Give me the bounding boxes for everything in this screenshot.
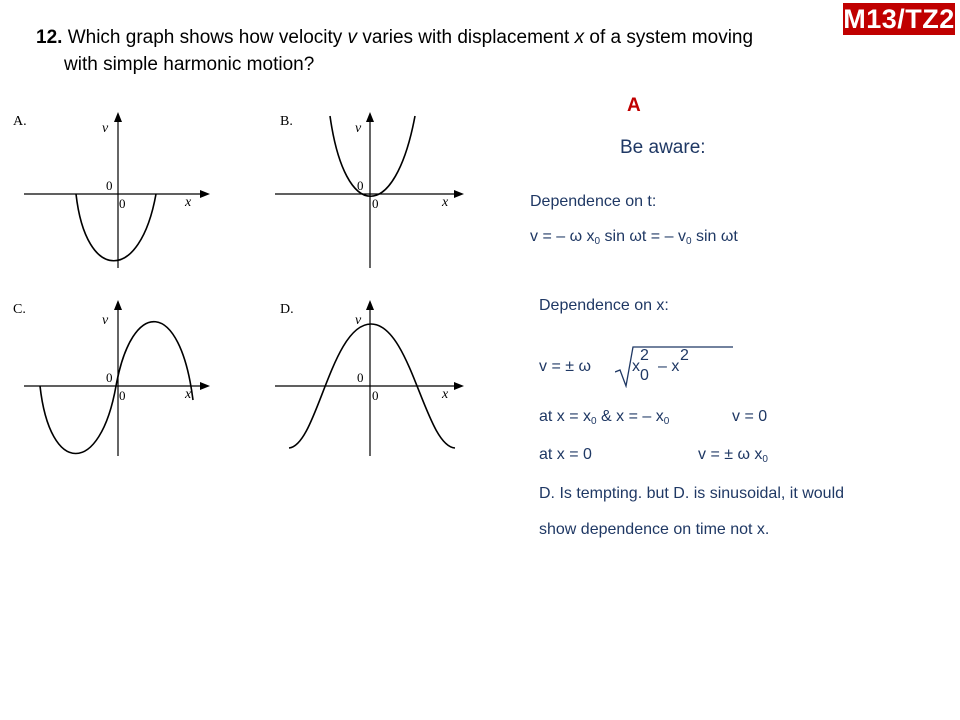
- graph-label: B.: [280, 114, 293, 129]
- origin-label: 0: [357, 178, 364, 193]
- question-line-1: 12. Which graph shows how velocity v varies with displacement x of a system moving: [36, 27, 754, 48]
- condition-at-amplitude: at $x = x_0$ & x = – $x_0$ v = 0: [539, 408, 768, 427]
- origin-label: 0: [119, 388, 126, 403]
- graph-b: [275, 108, 480, 276]
- origin-label: 0: [372, 196, 379, 211]
- be-aware-heading: Be aware:: [620, 137, 706, 158]
- x-axis-label: x: [442, 387, 449, 402]
- curve: [76, 194, 156, 261]
- v-axis-label: v: [102, 121, 109, 136]
- question-line-2: with simple harmonic motion?: [64, 54, 315, 75]
- graph-a: [8, 108, 213, 276]
- velocity-displacement-equation: v = ± ω x 2 0 – x 2: [539, 340, 709, 390]
- explanation-line-2: show dependence on time not x.: [539, 521, 770, 538]
- graph-c: [8, 296, 213, 464]
- dependence-on-x-label: Dependence on x:: [539, 297, 669, 314]
- origin-label: 0: [372, 388, 379, 403]
- exam-code-badge: M13/TZ2: [843, 4, 955, 34]
- dependence-on-t-label: Dependence on t:: [530, 193, 657, 210]
- answer-label: A: [627, 95, 641, 116]
- graph-d: [275, 296, 480, 464]
- v-axis-label: v: [355, 121, 362, 136]
- explanation-line-1: D. Is tempting. but D. is sinusoidal, it would: [539, 485, 845, 502]
- origin-label: 0: [357, 370, 364, 385]
- condition-at-origin: at x = 0 v = ± ω $x_0$: [539, 446, 768, 465]
- graph-label: C.: [13, 302, 26, 317]
- x-axis-label: x: [185, 195, 192, 210]
- v-axis-label: v: [102, 313, 109, 328]
- origin-label: 0: [119, 196, 126, 211]
- graph-label: A.: [13, 114, 27, 129]
- velocity-time-equation: v = – ω $x_0$ sin ωt = – $v_0$ sin ωt: [530, 228, 738, 247]
- origin-label: 0: [106, 178, 113, 193]
- v-axis-label: v: [355, 313, 362, 328]
- origin-label: 0: [106, 370, 113, 385]
- curve: [40, 322, 193, 454]
- curve: [330, 116, 415, 196]
- question-number: 12.: [36, 27, 63, 48]
- graph-label: D.: [280, 302, 294, 317]
- x-axis-label: x: [185, 387, 192, 402]
- x-axis-label: x: [442, 195, 449, 210]
